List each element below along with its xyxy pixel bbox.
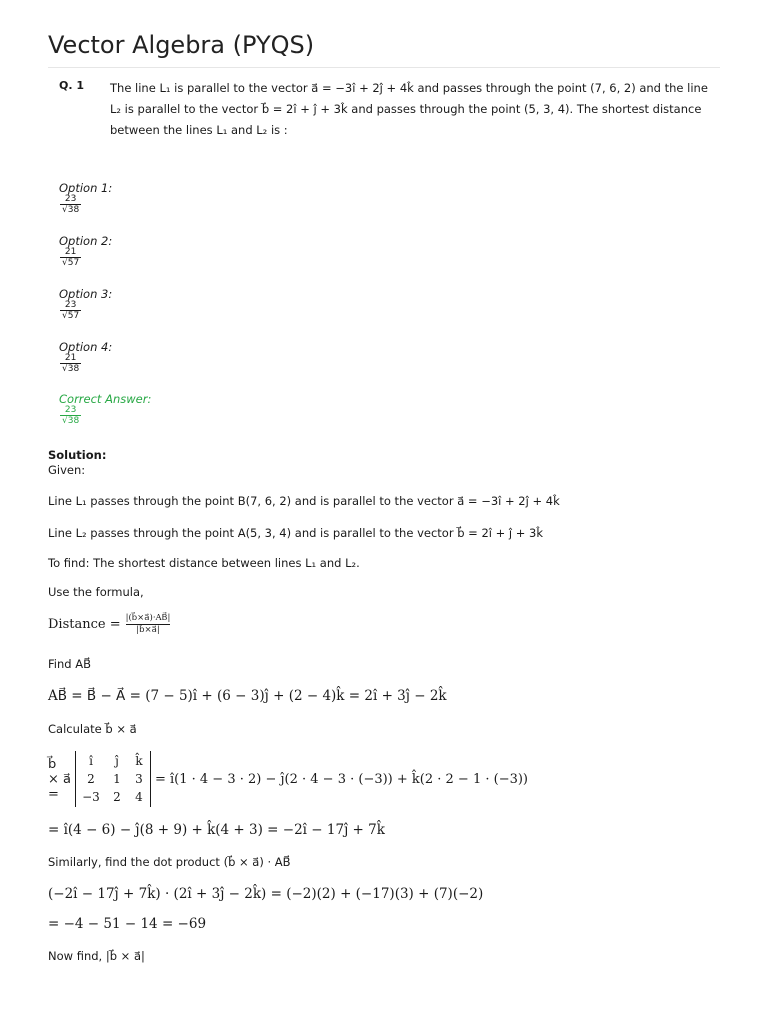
distance-lhs: Distance =: [48, 617, 121, 632]
matrix-cell: 3: [135, 772, 143, 786]
matrix-cell: î: [89, 754, 93, 768]
option-2-numerator: 21: [64, 247, 77, 257]
distance-fraction: [126, 613, 171, 636]
correct-answer-numerator: 23: [64, 405, 77, 415]
solution-given: Given:: [48, 463, 86, 477]
correct-answer-denominator: √38: [62, 416, 80, 426]
option-2-denominator: √57: [62, 258, 80, 268]
option-3-numerator: 23: [64, 300, 77, 310]
matrix-cell: ĵ: [115, 754, 119, 768]
solution-line-l2: Line L₂ passes through the point A(5, 3, 4) and is parallel to the vector b⃗ = 2î + ĵ + 3k̂: [48, 526, 544, 540]
dot-equation: (−2î − 17ĵ + 7k̂) · (2î + 3ĵ − 2k̂) = (−2)(2) + (−17)(3) + (7)(−2): [48, 886, 484, 902]
distance-numerator: |(b⃗×a⃗)·AB⃗|: [125, 613, 171, 623]
cross-product-determinant: [48, 748, 528, 810]
matrix-cell: 2: [113, 790, 121, 804]
question-line-1: The line L₁ is parallel to the vector a⃗ = −3î + 2ĵ + 4k̂ and passes through the point (7, 6, 2) and the line: [110, 81, 708, 95]
solution-find-ab: Find AB⃗: [48, 657, 91, 671]
matrix-cell: 2: [87, 772, 95, 786]
dot-result: = −4 − 51 − 14 = −69: [48, 916, 207, 932]
matrix-cell: −3: [82, 790, 100, 804]
option-4-denominator: √38: [62, 364, 80, 374]
title-divider: [48, 67, 720, 68]
option-4-label: Option 4:: [59, 340, 113, 354]
distance-formula: [48, 613, 170, 636]
question-number: Q. 1: [59, 79, 85, 92]
solution-line-l1: Line L₁ passes through the point B(7, 6, 2) and is parallel to the vector a⃗ = −3î + 2ĵ + 4k̂: [48, 494, 560, 508]
option-4-numerator: 21: [64, 353, 77, 363]
matrix-cell: k̂: [135, 754, 143, 768]
option-2-value: [60, 247, 81, 268]
correct-answer-value: [60, 405, 81, 426]
matrix-cell: 4: [135, 790, 143, 804]
option-2-label: Option 2:: [59, 234, 113, 248]
question-line-3: between the lines L₁ and L₂ is :: [110, 123, 288, 137]
solution-calc-cross: Calculate b⃗ × a⃗: [48, 722, 137, 736]
ab-equation: AB⃗ = B⃗ − A⃗ = (7 − 5)î + (6 − 3)ĵ + (2 − 4)k̂ = 2î + 3ĵ − 2k̂: [48, 688, 447, 704]
distance-denominator: |b⃗×a⃗|: [126, 624, 171, 636]
option-4-value: [60, 353, 81, 374]
option-1-denominator: √38: [62, 205, 80, 215]
matrix-cell: 1: [113, 772, 121, 786]
solution-similarly: Similarly, find the dot product (b⃗ × a⃗) · AB⃗: [48, 855, 291, 869]
question-line-2: L₂ is parallel to the vector b⃗ = 2î + ĵ + 3k̂ and passes through the point (5, 3, 4). The shortest distance: [110, 102, 702, 116]
option-3-value: [60, 300, 81, 321]
option-1-label: Option 1:: [59, 181, 113, 195]
option-1-numerator: 23: [64, 194, 77, 204]
question-text: [110, 78, 710, 141]
page-title: Vector Algebra (PYQS): [48, 31, 315, 59]
solution-to-find: To find: The shortest distance between lines L₁ and L₂.: [48, 556, 360, 570]
cross-lhs: b⃗ × a⃗ =: [48, 756, 71, 802]
cross-rhs: = î(1 · 4 − 3 · 2) − ĵ(2 · 4 − 3 · (−3)) + k̂(2 · 2 − 1 · (−3)): [154, 771, 528, 787]
option-1-value: [60, 194, 81, 215]
solution-use-formula: Use the formula,: [48, 585, 144, 599]
cross-result: = î(4 − 6) − ĵ(8 + 9) + k̂(4 + 3) = −2î − 17ĵ + 7k̂: [48, 822, 385, 838]
solution-heading: Solution:: [48, 448, 107, 462]
option-3-denominator: √57: [62, 311, 80, 321]
solution-now-find: Now find, |b⃗ × a⃗|: [48, 949, 145, 963]
option-3-label: Option 3:: [59, 287, 113, 301]
determinant-matrix: [75, 751, 151, 807]
correct-answer-label: Correct Answer:: [59, 392, 152, 406]
